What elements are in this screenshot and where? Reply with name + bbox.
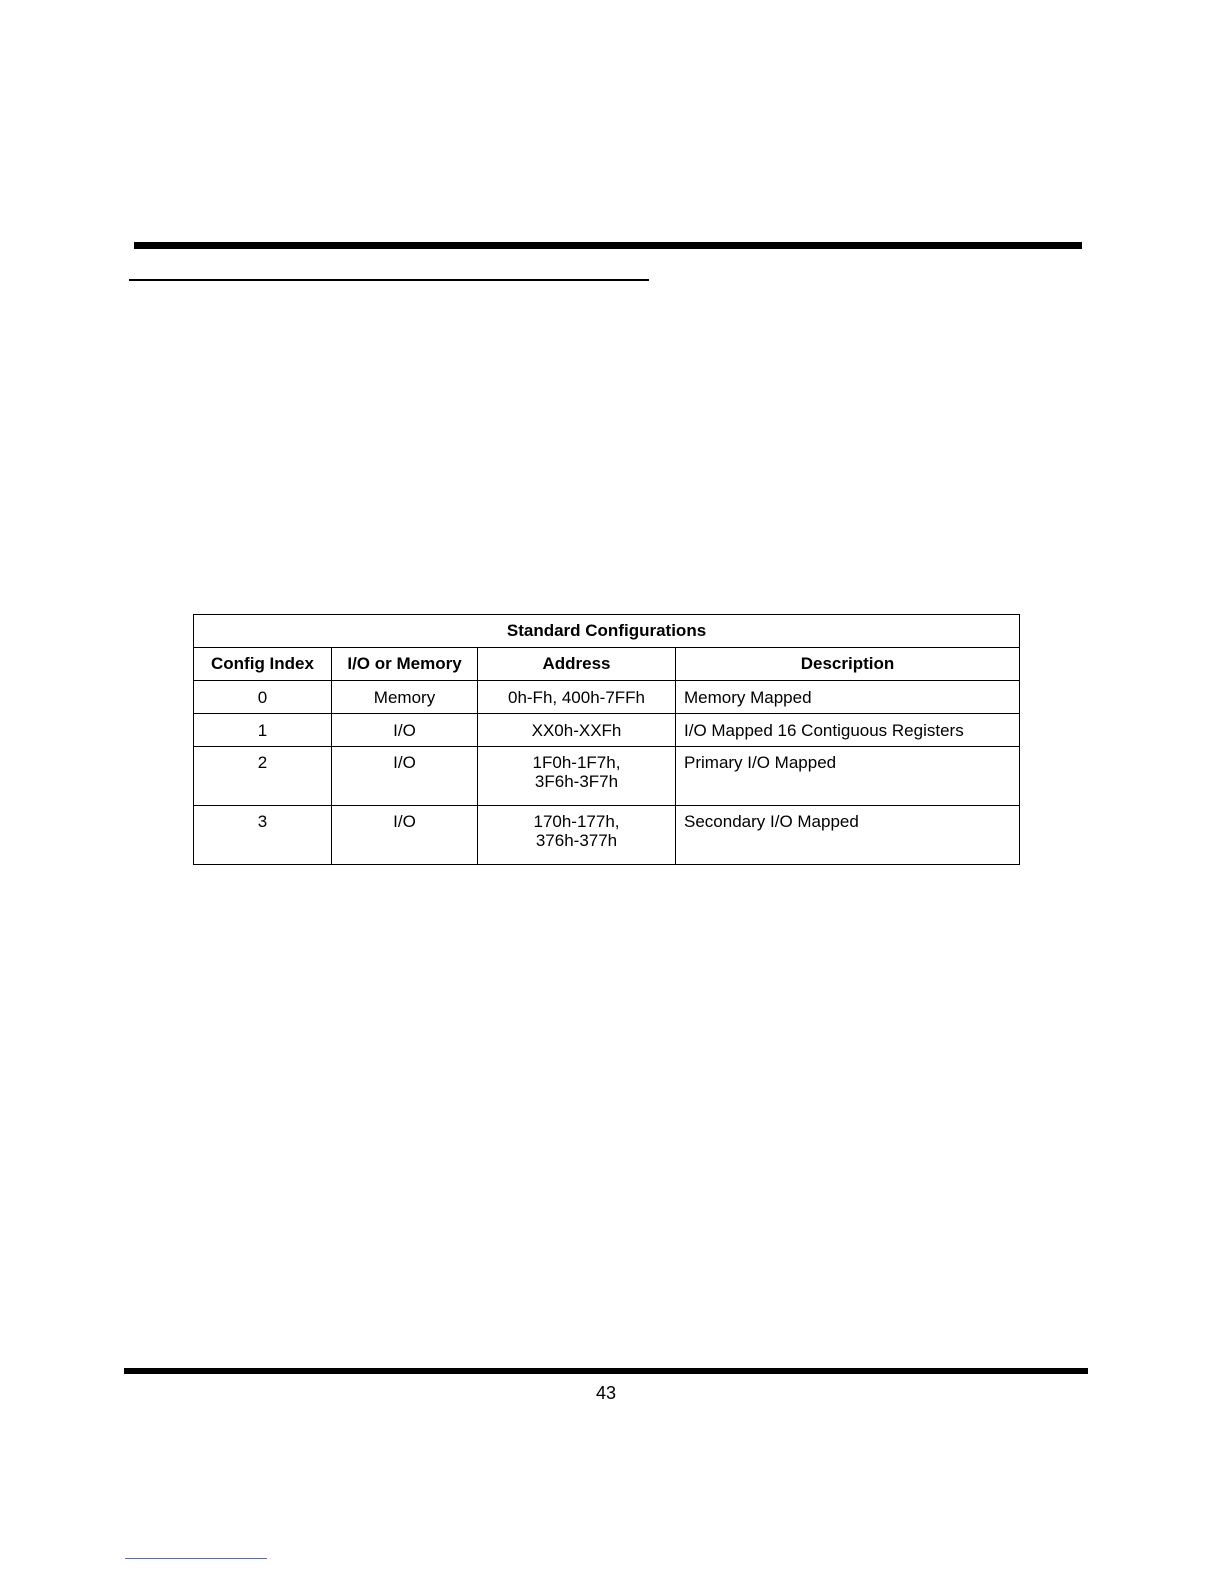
io-or-memory-cell: I/O: [332, 714, 478, 747]
standard-configurations-table: [193, 614, 1020, 865]
table-row: [194, 806, 1020, 865]
config-index-cell: 1: [194, 714, 332, 747]
address-line: 3F6h-3F7h: [534, 772, 619, 791]
header-rule: [134, 242, 1082, 249]
address-line: 170h-177h,: [533, 812, 620, 831]
address-cell: [478, 747, 676, 806]
config-index-cell: 3: [194, 806, 332, 865]
table-title: Standard Configurations: [194, 615, 1020, 648]
table-row: [194, 681, 1020, 714]
footnote-link-underline[interactable]: [125, 1558, 267, 1559]
io-or-memory-cell: I/O: [332, 747, 478, 806]
config-index-cell: 0: [194, 681, 332, 714]
io-or-memory-cell: I/O: [332, 806, 478, 865]
address-cell: 0h-Fh, 400h-7FFh: [478, 681, 676, 714]
page-number: 43: [595, 1383, 617, 1403]
config-index-cell: 2: [194, 747, 332, 806]
header-io-or-memory: I/O or Memory: [332, 648, 478, 681]
description-cell: Primary I/O Mapped: [676, 747, 1020, 806]
table-row: [194, 747, 1020, 806]
header-description: Description: [676, 648, 1020, 681]
header-config-index: Config Index: [194, 648, 332, 681]
description-cell: Secondary I/O Mapped: [676, 806, 1020, 865]
header-address: Address: [478, 648, 676, 681]
table-row: [194, 714, 1020, 747]
address-cell: XX0h-XXFh: [478, 714, 676, 747]
address-line: 1F0h-1F7h,: [532, 753, 621, 772]
description-cell: Memory Mapped: [676, 681, 1020, 714]
footer-rule: [124, 1368, 1088, 1374]
io-or-memory-cell: Memory: [332, 681, 478, 714]
address-cell: [478, 806, 676, 865]
description-cell: I/O Mapped 16 Contiguous Registers: [676, 714, 1020, 747]
address-line: 376h-377h: [535, 831, 618, 850]
section-underline: [129, 279, 649, 281]
